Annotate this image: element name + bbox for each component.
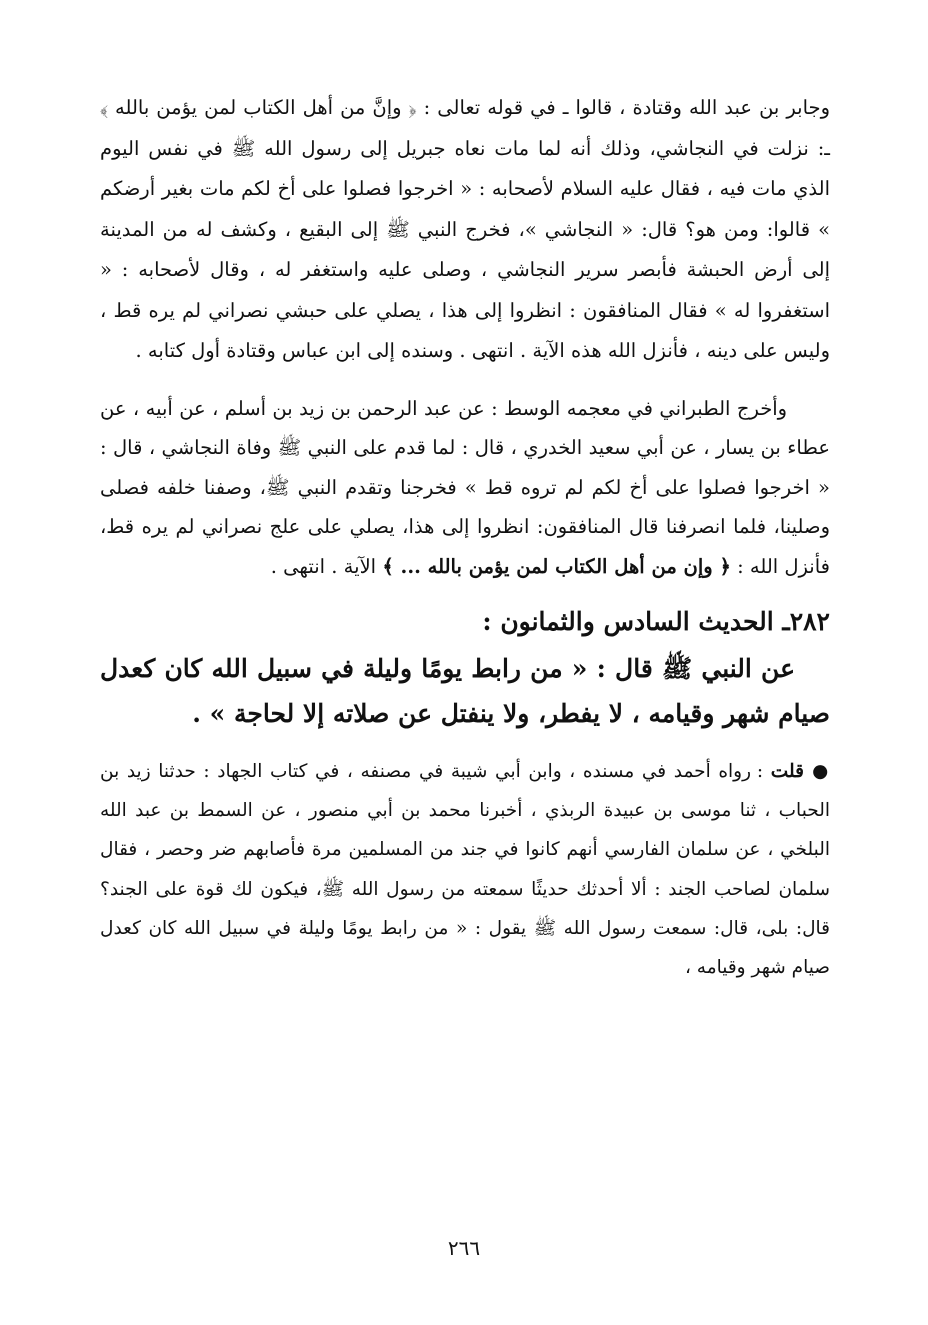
paragraph-3-text: : رواه أحمد في مسنده ، وابن أبي شيبة في مصنفه ، في كتاب الجهاد : حدثنا زيد بن الحباب ، ثنا موسى بن عبيدة الربذي ، أخبرنا محمد بن أبي منصور ، عن السمط بن عبد الله البلخي ، عن سلمان الفارسي أنهم كانوا في جند من المسلمين مرة فأصابهم ضر وحصر ، فقال سلمان لصاحب الجند : ألا أحدثك حديثًا سمعته من رسول الله ﷺ، فيكون لك قوة على الجند؟ قال: بلى، قال: سمعت رسول الله ﷺ يقول : « من رابط يومًا وليلة في سبيل الله كان كعدل صيام شهر وقيامه ، [100,761,830,979]
quran-quote: ﴿ وإن من أهل الكتاب لمن يؤمن بالله ... ﴾ [382,554,731,578]
paragraph-2 [100,389,830,587]
qultu-label: ● قلت [770,761,830,782]
paragraph-2-end: الآية . انتهى . [270,554,377,578]
page-number: ٢٦٦ [447,1236,481,1260]
hadith-text: عن النبي ﷺ قال : « من رابط يومًا وليلة في سبيل الله كان كعدل صيام شهر وقيامه ، لا يفطر، ولا ينفتل عن صلاته إلا لحاجة » . [100,654,830,728]
paragraph-3 [100,752,830,987]
paragraph-1: وجابر بن عبد الله وقتادة ، قالوا ـ في قوله تعالى : ﴿ وإنَّ من أهل الكتاب لمن يؤمن بالله ﴾ ـ: نزلت في النجاشي، وذلك أنه لما مات نعاه جبريل إلى رسول الله ﷺ في نفس اليوم الذي مات فيه ، فقال عليه السلام لأصحابه : « اخرجوا فصلوا على أخ لكم مات بغير أرضكم » قالوا: ومن هو؟ قال: « النجاشي »، فخرج النبي ﷺ إلى البقيع ، وكشف له من المدينة إلى أرض الحبشة فأبصر سرير النجاشي ، وصلى عليه واستغفر له ، وقال لأصحابه : « استغفروا له » فقال المنافقون : انظروا إلى هذا ، يصلي على حبشي نصراني لم يره قط ، وليس على دينه ، فأنزل الله هذه الآية . انتهى . وسنده إلى ابن عباس وقتادة أول كتابه . [100,96,830,362]
paragraph-2-text: وأخرج الطبراني في معجمه الوسط : عن عبد الرحمن بن زيد بن أسلم ، عن أبيه ، عن عطاء بن يسار ، عن أبي سعيد الخدري ، قال : لما قدم على النبي ﷺ وفاة النجاشي ، قال : « اخرجوا فصلوا على أخ لكم لم تروه قط » فخرجنا وتقدم النبي ﷺ، وصفنا خلفه فصلى وصلينا، فلما انصرفنا قال المنافقون: انظروا إلى هذا، يصلي على علج نصراني لم يره قط، فأنزل الله : [100,396,830,578]
hadith-heading: ٢٨٢ـ الحديث السادس والثمانون : [482,607,830,636]
page-body [100,88,830,987]
